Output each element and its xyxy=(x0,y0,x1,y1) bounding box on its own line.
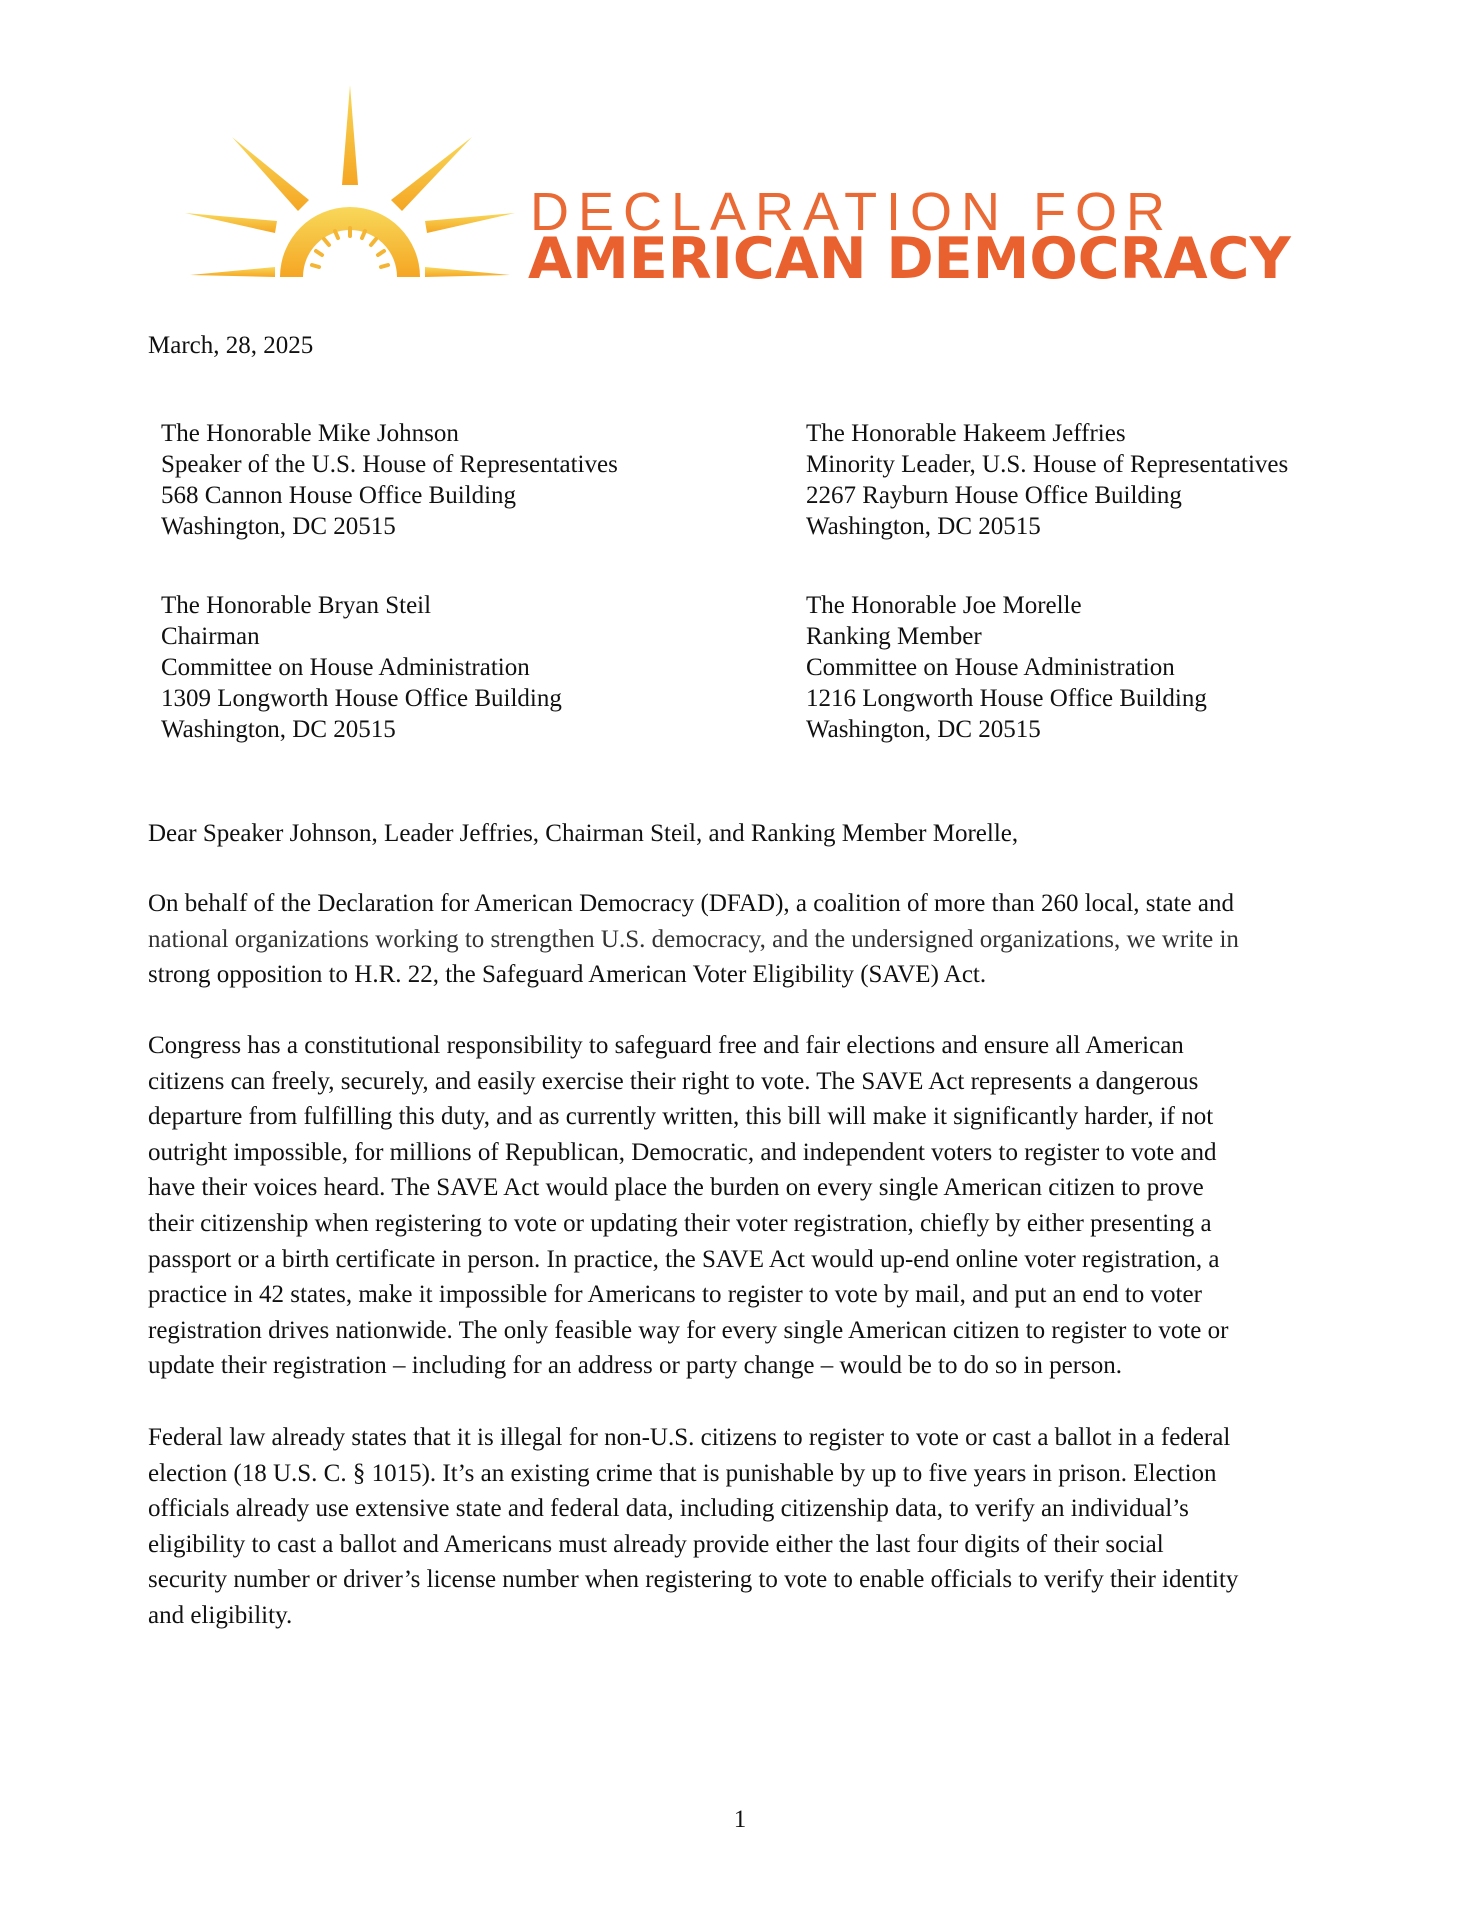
paragraph-line: practice in 42 states, make it impossible for Americans to register to vote by mail, and put an end to voter xyxy=(148,1281,1202,1309)
recipient-line: Chairman xyxy=(161,623,260,650)
paragraph-line: election (18 U.S. C. § 1015). It’s an existing crime that is punishable by up to five years in prison. Election xyxy=(148,1459,1217,1487)
recipient-address-johnson xyxy=(161,418,618,542)
paragraph-line: and eligibility. xyxy=(148,1601,293,1629)
recipient-line: The Honorable Hakeem Jeffries xyxy=(806,420,1126,447)
sunburst-icon xyxy=(185,85,525,285)
recipient-line: Speaker of the U.S. House of Representatives xyxy=(161,451,618,478)
paragraph-line: national organizations working to strengthen U.S. democracy, and the undersigned organizations, we write in xyxy=(148,925,1239,953)
recipient-line: Committee on House Administration xyxy=(806,654,1175,681)
paragraph-line: officials already use extensive state and federal data, including citizenship data, to verify an individual’s xyxy=(148,1495,1189,1523)
recipient-line: 1216 Longworth House Office Building xyxy=(806,685,1207,712)
paragraph-line: outright impossible, for millions of Republican, Democratic, and independent voters to register to vote and xyxy=(148,1138,1217,1166)
letter-date: March, 28, 2025 xyxy=(148,332,314,359)
paragraph-line: update their registration – including for an address or party change – would be to do so in person. xyxy=(148,1352,1123,1380)
paragraph-line: strong opposition to H.R. 22, the Safeguard American Voter Eligibility (SAVE) Act. xyxy=(148,961,987,989)
page-number: 1 xyxy=(733,1806,747,1833)
recipient-line: 568 Cannon House Office Building xyxy=(161,482,517,509)
paragraph-line: On behalf of the Declaration for American Democracy (DFAD), a coalition of more than 260 local, state and xyxy=(148,890,1234,917)
recipient-line: The Honorable Bryan Steil xyxy=(161,592,432,619)
recipient-address-jeffries xyxy=(806,418,1288,542)
recipient-address-steil xyxy=(161,590,562,745)
paragraph-line: registration drives nationwide. The only feasible way for every single American citizen to register to vote or xyxy=(148,1316,1229,1344)
paragraph-line: passport or a birth certificate in person. In practice, the SAVE Act would up-end online voter registration, a xyxy=(148,1245,1220,1273)
logo-line-2: AMERICAN DEMOCRACY xyxy=(528,226,1291,292)
recipient-line: Washington, DC 20515 xyxy=(161,716,396,743)
recipient-line: 2267 Rayburn House Office Building xyxy=(806,482,1182,509)
recipient-line: Washington, DC 20515 xyxy=(806,716,1041,743)
logo-line-1: DECLARATION FOR xyxy=(530,182,1175,242)
recipient-address-morelle xyxy=(806,590,1207,745)
body-paragraph-2 xyxy=(148,1028,1338,1384)
body-paragraph-1 xyxy=(148,886,1338,993)
recipient-line: Washington, DC 20515 xyxy=(806,513,1041,540)
paragraph-line: eligibility to cast a ballot and Americans must already provide either the last four digits of their social xyxy=(148,1530,1164,1558)
recipient-line: Minority Leader, U.S. House of Representatives xyxy=(806,451,1289,478)
paragraph-line: Congress has a constitutional responsibility to safeguard free and fair elections and ensure all American xyxy=(148,1032,1184,1059)
recipient-line: Washington, DC 20515 xyxy=(161,513,396,540)
recipient-line: Committee on House Administration xyxy=(161,654,530,681)
paragraph-line: have their voices heard. The SAVE Act would place the burden on every single American citizen to prove xyxy=(148,1174,1204,1202)
recipient-line: Ranking Member xyxy=(806,623,982,650)
paragraph-line: departure from fulfilling this duty, and as currently written, this bill will make it significantly harder, if not xyxy=(148,1103,1214,1131)
body-paragraph-3 xyxy=(148,1420,1338,1634)
recipient-line: The Honorable Mike Johnson xyxy=(161,420,459,447)
paragraph-line: citizens can freely, securely, and easily exercise their right to vote. The SAVE Act represents a dangerous xyxy=(148,1067,1199,1095)
paragraph-line: security number or driver’s license number when registering to vote to enable officials to verify their identity xyxy=(148,1566,1239,1594)
paragraph-line: Federal law already states that it is illegal for non-U.S. citizens to register to vote or cast a ballot in a federal xyxy=(148,1424,1231,1451)
salutation: Dear Speaker Johnson, Leader Jeffries, Chairman Steil, and Ranking Member Morelle, xyxy=(148,820,1019,847)
organization-logo xyxy=(185,85,1291,292)
paragraph-line: their citizenship when registering to vote or updating their voter registration, chiefly by either presenting a xyxy=(148,1209,1212,1237)
recipient-line: 1309 Longworth House Office Building xyxy=(161,685,562,712)
recipient-line: The Honorable Joe Morelle xyxy=(806,592,1082,619)
